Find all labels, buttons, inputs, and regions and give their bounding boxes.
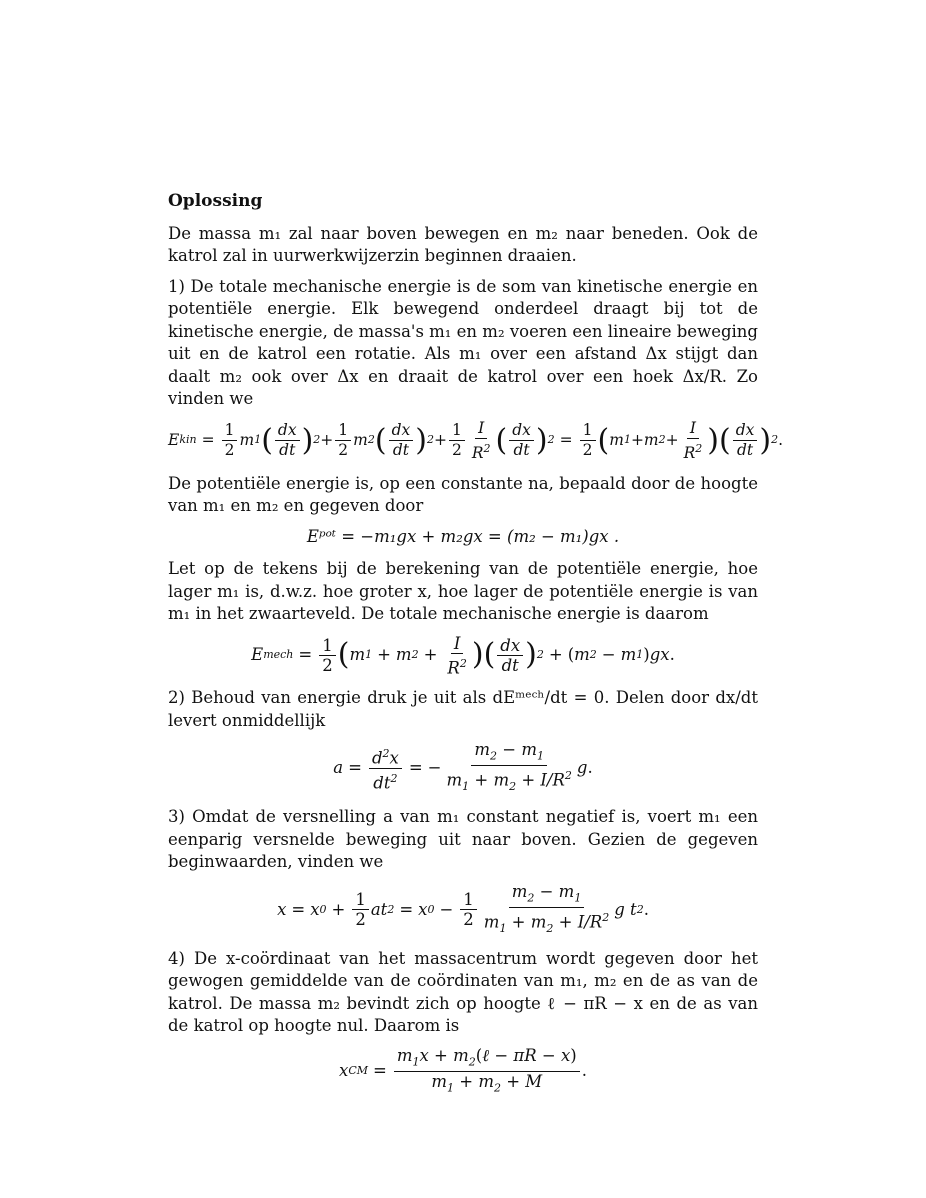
paragraph-part-3: 3) Omdat de versnelling a van m₁ constant negatief is, voert m₁ een eenparig versnelde beweging uit naar boven. Gezien de gegeven beginwaarden, vinden we [168,807,758,872]
section-heading: Oplossing [168,191,263,211]
equation-potential-energy: Eᵖᵒᵗ = −m₁gx + m₂gx = (m₂ − m₁)gx . [306,526,620,546]
paragraph-signs: Let op de tekens bij de berekening van de potentiële energie, hoe lager m₁ is, d.w.z. hoe groter x, hoe lager de potentiële energie is van m₁ in het zwaarteveld. De totale mechanische energie is daarom [168,559,758,624]
equation-position: x = x 0 + $\frac{1}{2}$ at 2 = x 0 − $\frac{1}{2}$ $\frac{m_2 - m_1}{m_1 + m_2 + I/R^2}$ g t 2 . [277,881,649,935]
paragraph-part-2: 2) Behoud van energie druk je uit als dEᵐᵉᶜʰ/dt = 0. Delen door dx/dt levert onmiddellijk [168,688,758,730]
paragraph-part-4: 4) De x-coördinaat van het massacentrum wordt gegeven door het gewogen gemiddelde van de coördinaten van m₁, m₂ en de as van de katrol. De massa m₂ bevindt zich op hoogte ℓ − πR − x en de as van de katrol op hoogte nul. Daarom is [168,948,758,1036]
equation-mechanical-energy: E mech = $\frac{1}{2}$ ( m 1 + m 2 + $\frac{I}{R^2}$ ) ( $\frac{dx}{dt}$ ) 2 + ( m 2 − m 1 ) gx . [251,633,675,678]
equation-acceleration: a = $\frac{d^2x}{dt^2}$ = − $\frac{m_2 - m_1}{m_1 + m_2 + I/R^2}$ g . [333,740,593,794]
paragraph-part-1: 1) De totale mechanische energie is de som van kinetische energie en potentiële energie. Elk bewegend onderdeel draagt bij tot de kinetische energie, de massa's m₁ en m₂ voeren een lineaire beweging uit en de katrol een rotatie. Als m₁ over een afstand Δx stijgt dan daalt m₂ ook over Δx en draait de katrol over een hoek Δx/R. Zo vinden we [168,276,758,408]
paragraph-potential: De potentiële energie is, op een constante na, bepaald door de hoogte van m₁ en m₂ en gegeven door [168,473,758,516]
equation-center-of-mass: x CM = $\frac{m_1x + m_2(\ell - \pi R - x)}{m_1 + m_2 + M}$ . [339,1045,587,1095]
intro-paragraph: De massa m₁ zal naar boven bewegen en m₂ naar beneden. Ook de katrol zal in uurwerkwijzerzin beginnen draaien. [168,223,758,265]
equation-kinetic-energy: E kin = $\frac{1}{2}$ m 1 ( $\frac{dx}{dt}$ ) 2 + $\frac{1}{2}$ m 2 ( $\frac{dx}{dt}$ ) 2 + $\frac{1}{2}$ $\frac{I}{R^2}$ ( $\frac{dx}{dt}$ ) 2 = $\frac{1}{2}$ ( m 1 +m 2 + $\frac{I}{R^2}$ ) ( $\frac{dx}{dt}$ ) 2 . [168,418,784,462]
document-page [168,190,784,1107]
